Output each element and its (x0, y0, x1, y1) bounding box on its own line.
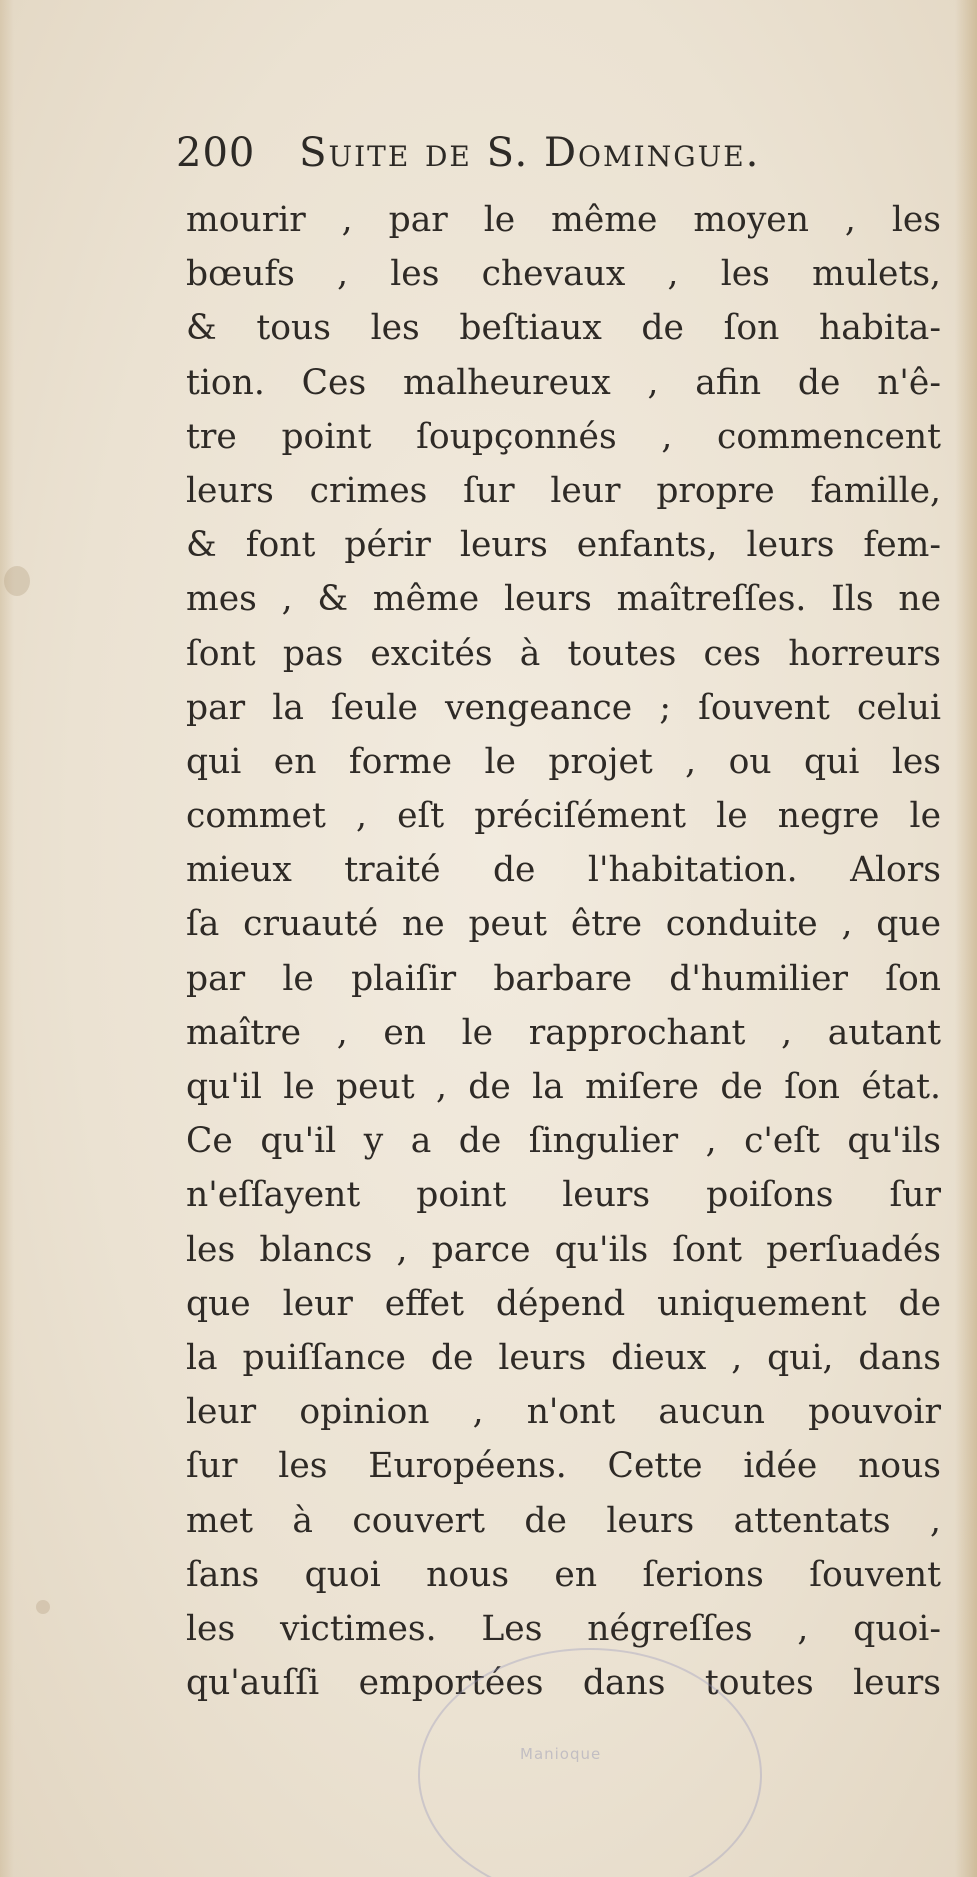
library-stamp-text: Manioque (520, 1745, 602, 1763)
text-line: les blancs , parce qu'ils ſont perſuadés (186, 1229, 941, 1270)
text-line: qui en forme le projet , ou qui les (186, 741, 941, 782)
text-line: ſur les Européens. Cette idée nous (186, 1446, 941, 1487)
text-line: les victimes. Les négreſſes , quoi- (186, 1608, 941, 1649)
text-line: mes , & même leurs maîtreſſes. Ils ne (186, 579, 941, 620)
foxing-spot (36, 1600, 50, 1614)
body-text (186, 193, 941, 1710)
text-line: que leur effet dépend uniquement de (186, 1283, 941, 1324)
text-line: Ce qu'il y a de ſingulier , c'eſt qu'ils (186, 1121, 941, 1162)
text-line: & tous les beſtiaux de ſon habita- (186, 308, 941, 349)
text-line: tre point ſoupçonnés , commencent (186, 416, 941, 457)
text-line: maître , en le rapprochant , autant (186, 1012, 941, 1053)
text-line: leurs crimes ſur leur propre famille, (186, 470, 941, 511)
page-edge-shadow-right (955, 0, 977, 1877)
text-line: met à couvert de leurs attentats , (186, 1500, 941, 1541)
running-title: Suite de S. Domingue. (299, 130, 761, 176)
text-line: par la ſeule vengeance ; ſouvent celui (186, 687, 941, 728)
text-line: leur opinion , n'ont aucun pouvoir (186, 1392, 941, 1433)
foxing-spot (4, 566, 30, 596)
text-line: commet , eſt préciſément le negre le (186, 796, 941, 837)
text-line: ſans quoi nous en ſerions ſouvent (186, 1554, 941, 1595)
text-line: ſont pas excités à toutes ces horreurs (186, 633, 941, 674)
text-line: qu'il le peut , de la miſere de ſon état. (186, 1067, 941, 1107)
page-number: 200 (176, 130, 256, 176)
text-line: par le plaiſir barbare d'humilier ſon (186, 958, 941, 999)
text-line: n'eſſayent point leurs poiſons ſur (186, 1175, 941, 1216)
text-line: bœufs , les chevaux , les mulets, (186, 254, 941, 295)
text-line: & font périr leurs enfants, leurs fem- (186, 525, 941, 566)
page-header (176, 130, 760, 176)
page-edge-shadow-left (0, 0, 14, 1877)
text-line: mourir , par le même moyen , les (186, 200, 941, 240)
text-line: qu'auſſi emportées dans toutes leurs (186, 1663, 941, 1704)
text-line: tion. Ces malheureux , afin de n'ê- (186, 362, 941, 403)
text-line: la puiſſance de leurs dieux , qui, dans (186, 1337, 941, 1378)
text-line: ſa cruauté ne peut être conduite , que (186, 904, 941, 945)
text-line: mieux traité de l'habitation. Alors (186, 850, 941, 891)
